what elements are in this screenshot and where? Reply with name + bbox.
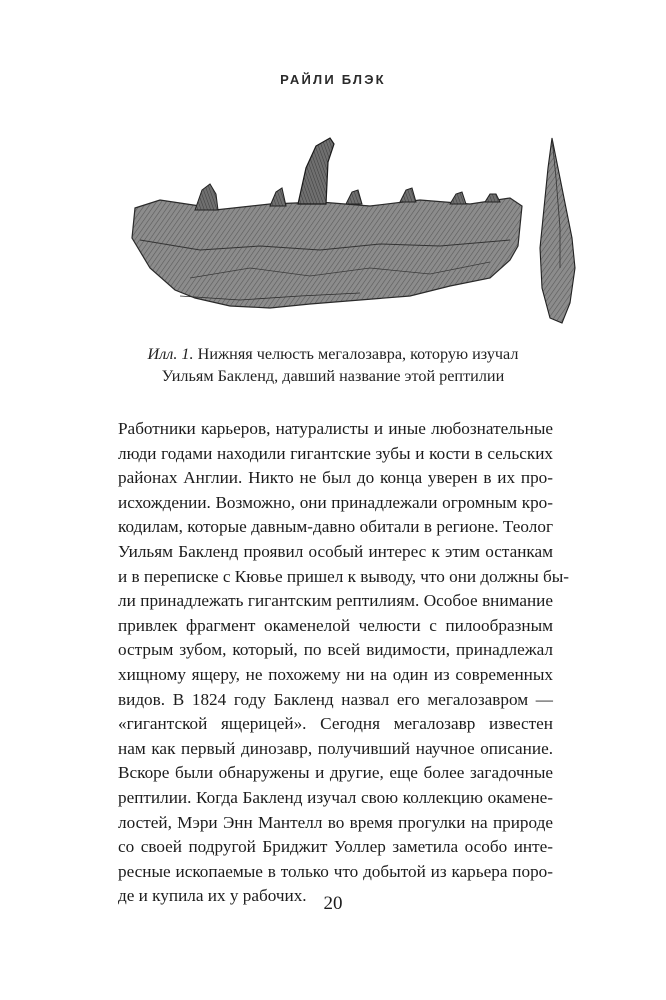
- text-line: хищному ящеру, не похожему ни на один из современных: [118, 664, 553, 684]
- text-line: рептилии. Когда Бакленд изучал свою коллекцию окамене-: [118, 787, 553, 807]
- text-line: со своей подругой Бриджит Уоллер заметила особо инте-: [118, 837, 553, 857]
- caption-label: Илл. 1.: [147, 345, 194, 363]
- text-line: ли принадлежать гигантским рептилиям. Особое внимание: [118, 591, 553, 611]
- body-paragraph: [118, 417, 570, 909]
- caption-line-2: Уильям Бакленд, давший название этой рептилии: [161, 367, 505, 385]
- text-line: привлек фрагмент окаменелой челюсти с пилообразным: [118, 615, 553, 635]
- text-line: и в переписке с Кювье пришел к выводу, что они должны бы-: [118, 566, 570, 586]
- text-line: Уильям Бакленд проявил особый интерес к этим останкам: [118, 541, 553, 561]
- text-line: кодилам, которые давным-давно обитали в регионе. Теолог: [118, 517, 553, 537]
- text-line: исхождении. Возможно, они принадлежали огромным кро-: [118, 492, 553, 512]
- text-line: Работники карьеров, натуралисты и иные любознательные: [118, 419, 553, 438]
- figure-caption: [0, 343, 666, 387]
- text-line: районах Англии. Никто не был до конца уверен в их про-: [118, 468, 553, 488]
- figure-megalosaurus-jaw: [120, 128, 590, 328]
- text-line: люди годами находили гигантские зубы и кости в сельских: [118, 443, 553, 463]
- jaw-illustration: [132, 138, 522, 308]
- text-line: видов. В 1824 году Бакленд назвал его мегалозавром —: [118, 689, 553, 709]
- tooth-illustration: [540, 138, 575, 323]
- page-number: 20: [323, 893, 343, 914]
- text-line: лостей, Мэри Энн Мантелл во время прогулки на природе: [118, 812, 553, 832]
- caption-line-1: [0, 343, 666, 365]
- caption-text-1: Нижняя челюсть мегалозавра, которую изучал: [193, 345, 519, 363]
- running-header: РАЙЛИ БЛЭК: [280, 72, 386, 87]
- text-line: ресные ископаемые в только что добытой из карьера поро-: [118, 861, 553, 881]
- text-line: Вскоре были обнаружены и другие, еще более загадочные: [118, 763, 553, 783]
- text-line: нам как первый динозавр, получивший научное описание.: [118, 738, 553, 758]
- text-line: «гигантской ящерицей». Сегодня мегалозавр известен: [118, 714, 553, 734]
- text-line: де и купила их у рабочих.: [118, 886, 307, 906]
- text-line: острым зубом, который, по всей видимости, принадлежал: [118, 640, 553, 660]
